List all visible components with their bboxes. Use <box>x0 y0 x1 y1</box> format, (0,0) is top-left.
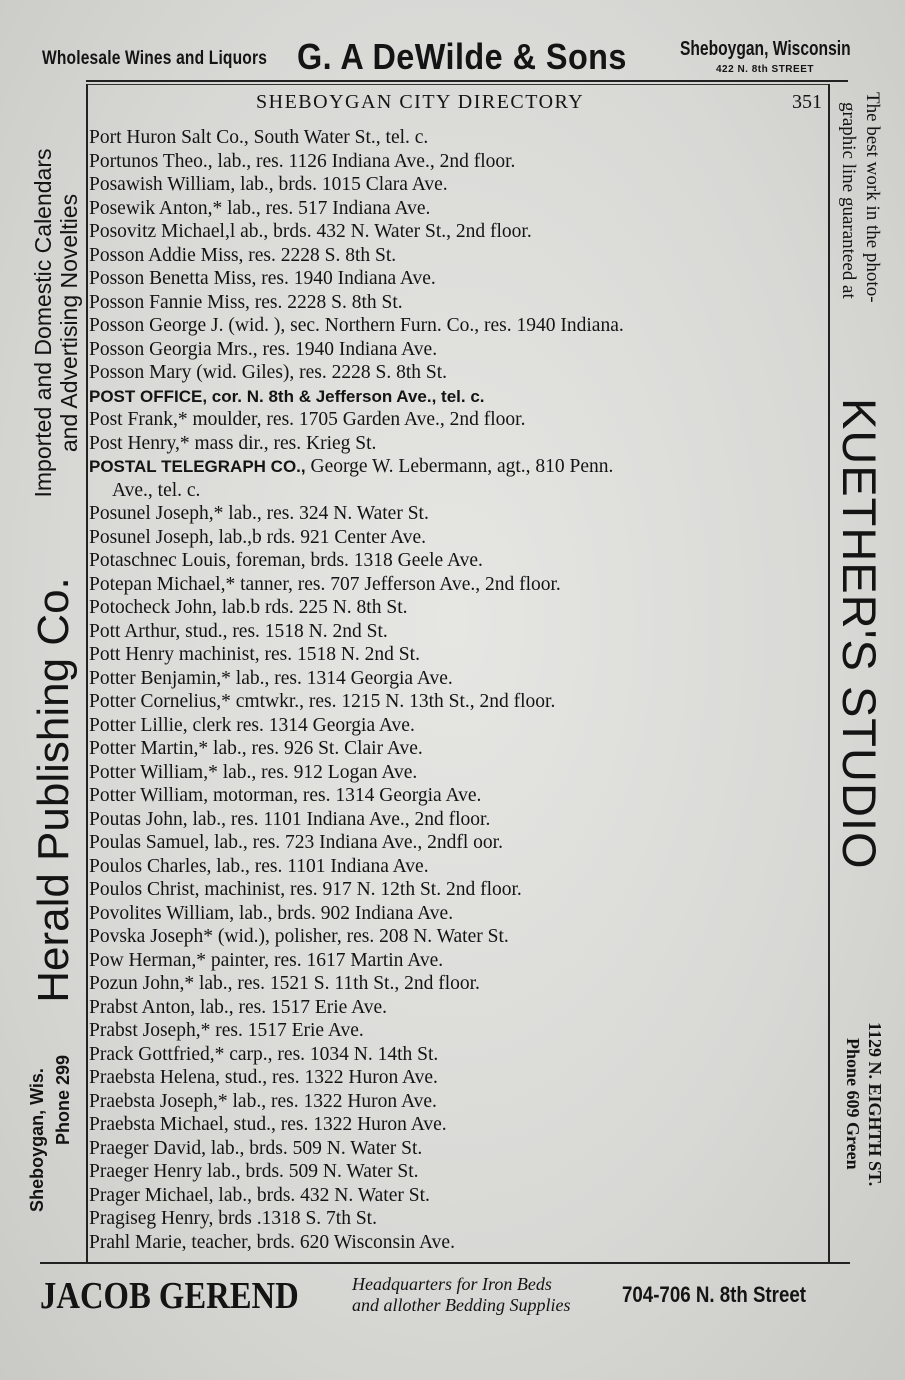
left-ad-publisher <box>24 560 84 1020</box>
entry-text: Praebsta Joseph,* lab., res. 1322 Huron Ave. <box>89 1090 437 1112</box>
directory-entry <box>88 925 830 949</box>
entry-text: Potter Cornelius,* cmtwkr., res. 1215 N. 13th St., 2nd floor. <box>89 691 556 712</box>
entry-text: Posson Mary (wid. Giles), res. 2228 S. 8th St. <box>89 362 448 383</box>
entry-text: Potter Lillie, clerk res. 1314 Georgia Ave. <box>89 714 415 736</box>
entry-text: Potter William, motorman, res. 1314 Georgia Ave. <box>89 785 482 806</box>
directory-entry <box>88 267 830 291</box>
right-ad-studio <box>830 398 888 998</box>
directory-entry <box>88 996 830 1020</box>
entry-text: Poulos Charles, lab., res. 1101 Indiana Ave. <box>89 855 429 877</box>
directory-entry <box>88 878 830 902</box>
entry-text: Pott Henry machinist, res. 1518 N. 2nd St. <box>89 644 420 665</box>
directory-entry <box>88 573 830 597</box>
directory-entry <box>88 643 830 667</box>
entry-text: Posovitz Michael,l ab., brds. 432 N. Water St., 2nd floor. <box>89 221 532 242</box>
directory-entry <box>88 855 830 879</box>
left-ad-contact <box>24 1040 80 1240</box>
directory-entry <box>88 197 830 221</box>
entry-text: Poulas Samuel, lab., res. 723 Indiana Ave., 2ndfl oor. <box>89 832 503 853</box>
entry-text: Posson Benetta Miss, res. 1940 Indiana Ave. <box>89 268 436 289</box>
bottom-ad-tagline1: Headquarters for Iron Beds <box>352 1274 552 1294</box>
directory-entry <box>88 244 830 268</box>
entry-text: Praebsta Michael, stud., res. 1322 Huron Ave. <box>89 1114 447 1135</box>
left-ad-calendars <box>30 88 88 558</box>
directory-entry <box>88 314 830 338</box>
directory-entry <box>88 173 830 197</box>
entry-text: Potter William,* lab., res. 912 Logan Ave. <box>89 761 418 783</box>
entry-text: Potepan Michael,* tanner, res. 707 Jefferson Ave., 2nd floor. <box>89 573 561 595</box>
bottom-advertisement <box>40 1268 852 1328</box>
entry-text: Pragiseg Henry, brds .1318 S. 7th St. <box>89 1208 377 1229</box>
entry-text: Portunos Theo., lab., res. 1126 Indiana Ave., 2nd floor. <box>89 150 516 172</box>
entry-text: Praeger Henry lab., brds. 509 N. Water St. <box>89 1161 419 1182</box>
entry-text: Potter Benjamin,* lab., res. 1314 Georgia Ave. <box>89 667 453 689</box>
directory-entry <box>88 220 830 244</box>
directory-entry <box>88 714 830 738</box>
right-ad-phone: Phone 609 Green <box>843 1038 863 1170</box>
left-ad-phone: Phone 299 <box>53 1054 73 1146</box>
directory-entry <box>88 385 830 409</box>
top-ad-city: Sheboygan, Wisconsin <box>680 38 851 60</box>
entry-text: Potocheck John, lab.b rds. 225 N. 8th St. <box>89 597 408 618</box>
entry-text: Posunel Joseph, lab.,b rds. 921 Center Ave. <box>89 526 427 548</box>
directory-entry <box>88 338 830 362</box>
header-rule <box>86 84 828 85</box>
right-ad-line1: The best work in the photo- <box>862 92 883 303</box>
directory-entry <box>88 1090 830 1114</box>
bottom-ad-name: JACOB GEREND <box>40 1275 299 1317</box>
entry-bold-text: POST OFFICE, cor. N. 8th & Jefferson Ave., tel. c. <box>89 386 485 406</box>
directory-entry <box>88 690 830 714</box>
directory-entry <box>88 831 830 855</box>
page-number: 351 <box>792 91 822 113</box>
bottom-ad-tagline2: and allother Bedding Supplies <box>352 1295 571 1315</box>
entry-text: Pott Arthur, stud., res. 1518 N. 2nd St. <box>89 620 388 642</box>
top-rule <box>86 80 848 82</box>
directory-entry <box>88 1231 830 1255</box>
directory-entry <box>88 808 830 832</box>
bottom-ad-address: 704-706 N. 8th Street <box>622 1282 806 1307</box>
left-ad-company: Herald Publishing Co. <box>29 577 78 1003</box>
directory-entry <box>88 549 830 573</box>
top-ad-company: G. A DeWilde & Sons <box>297 36 627 77</box>
directory-entry <box>88 667 830 691</box>
directory-entry <box>88 502 830 526</box>
entry-text: Prack Gottfried,* carp., res. 1034 N. 14th St. <box>89 1043 439 1065</box>
directory-entry <box>88 361 830 385</box>
directory-entry <box>88 408 830 432</box>
directory-entry <box>88 949 830 973</box>
entry-text: Ave., tel. c. <box>112 479 201 501</box>
entry-text: Povska Joseph* (wid.), polisher, res. 208 N. Water St. <box>89 926 509 947</box>
entry-text: Potaschnec Louis, foreman, brds. 1318 Geele Ave. <box>89 550 483 571</box>
entry-text: Posson George J. (wid. ), sec. Northern Furn. Co., res. 1940 Indiana. <box>89 315 624 336</box>
directory-entry <box>88 1113 830 1137</box>
bottom-rule <box>40 1262 850 1264</box>
entry-text: Post Frank,* moulder, res. 1705 Garden Ave., 2nd floor. <box>89 409 526 430</box>
right-ad-contact <box>836 1022 886 1252</box>
directory-entry <box>88 1043 830 1067</box>
directory-entry <box>88 761 830 785</box>
directory-entry <box>88 150 830 174</box>
entry-text: Posson Addie Miss, res. 2228 S. 8th St. <box>89 244 397 266</box>
directory-entry <box>88 620 830 644</box>
directory-entry <box>88 479 830 503</box>
directory-entry <box>88 1184 830 1208</box>
entry-text: George W. Lebermann, agt., 810 Penn. <box>305 456 614 477</box>
directory-entry <box>88 126 830 150</box>
entry-bold-text: POSTAL TELEGRAPH CO., <box>89 457 306 476</box>
right-ad-studio-name: KUETHER'S STUDIO <box>833 398 886 870</box>
entry-text: Prabst Joseph,* res. 1517 Erie Ave. <box>89 1020 364 1041</box>
entry-text: Posawish William, lab., brds. 1015 Clara Ave. <box>89 174 448 195</box>
entry-text: Prabst Anton, lab., res. 1517 Erie Ave. <box>89 996 388 1018</box>
entry-text: Posson Fannie Miss, res. 2228 S. 8th St. <box>89 291 403 313</box>
bottom-ad-tagline <box>352 1274 570 1316</box>
entry-text: Praebsta Helena, stud., res. 1322 Huron Ave. <box>89 1067 438 1088</box>
entry-text: Praeger David, lab., brds. 509 N. Water St. <box>89 1137 423 1159</box>
entry-text: Pow Herman,* painter, res. 1617 Martin Ave. <box>89 949 444 971</box>
entry-text: Prager Michael, lab., brds. 432 N. Water St. <box>89 1184 430 1206</box>
directory-entry <box>88 972 830 996</box>
right-ad-line2: graphic line guaranteed at <box>838 102 859 299</box>
directory-entry <box>88 784 830 808</box>
page-title: SHEBOYGAN CITY DIRECTORY <box>256 91 585 113</box>
entry-text: Posunel Joseph,* lab., res. 324 N. Water St. <box>89 503 429 524</box>
directory-entry <box>88 1160 830 1184</box>
directory-entry <box>88 1066 830 1090</box>
entry-text: Posson Georgia Mrs., res. 1940 Indiana Ave. <box>89 338 438 360</box>
right-ad-slogan <box>834 92 884 392</box>
top-ad-left-text: Wholesale Wines and Liquors <box>42 48 268 69</box>
entry-text: Prahl Marie, teacher, brds. 620 Wisconsin Ave. <box>89 1231 455 1253</box>
entry-text: Poulos Christ, machinist, res. 917 N. 12th St. 2nd floor. <box>89 879 522 900</box>
directory-entry <box>88 455 830 479</box>
right-ad-address: 1129 N. EIGHTH ST. <box>865 1022 885 1187</box>
directory-entry <box>88 291 830 315</box>
entry-text: Poutas John, lab., res. 1101 Indiana Ave., 2nd floor. <box>89 808 491 830</box>
directory-entry <box>88 596 830 620</box>
directory-entry <box>88 432 830 456</box>
directory-entry <box>88 1207 830 1231</box>
left-ad-city: Sheboygan, Wis. <box>27 1068 47 1212</box>
entry-text: Port Huron Salt Co., South Water St., tel. c. <box>89 127 429 148</box>
directory-entry <box>88 1019 830 1043</box>
entry-text: Potter Martin,* lab., res. 926 St. Clair Ave. <box>89 738 423 759</box>
directory-entry <box>88 526 830 550</box>
directory-listing <box>88 126 830 1254</box>
entry-text: Post Henry,* mass dir., res. Krieg St. <box>89 432 377 454</box>
directory-entry <box>88 902 830 926</box>
entry-text: Povolites William, lab., brds. 902 Indiana Ave. <box>89 902 454 924</box>
directory-entry <box>88 1137 830 1161</box>
directory-entry <box>88 737 830 761</box>
top-ad-street: 422 N. 8th STREET <box>716 64 814 75</box>
left-ad-line2: and Advertising Novelties <box>56 193 82 453</box>
top-advertisement <box>40 36 850 80</box>
left-ad-line1: Imported and Domestic Calendars <box>30 148 56 498</box>
entry-text: Posewik Anton,* lab., res. 517 Indiana Ave. <box>89 197 431 219</box>
entry-text: Pozun John,* lab., res. 1521 S. 11th St., 2nd floor. <box>89 973 480 994</box>
